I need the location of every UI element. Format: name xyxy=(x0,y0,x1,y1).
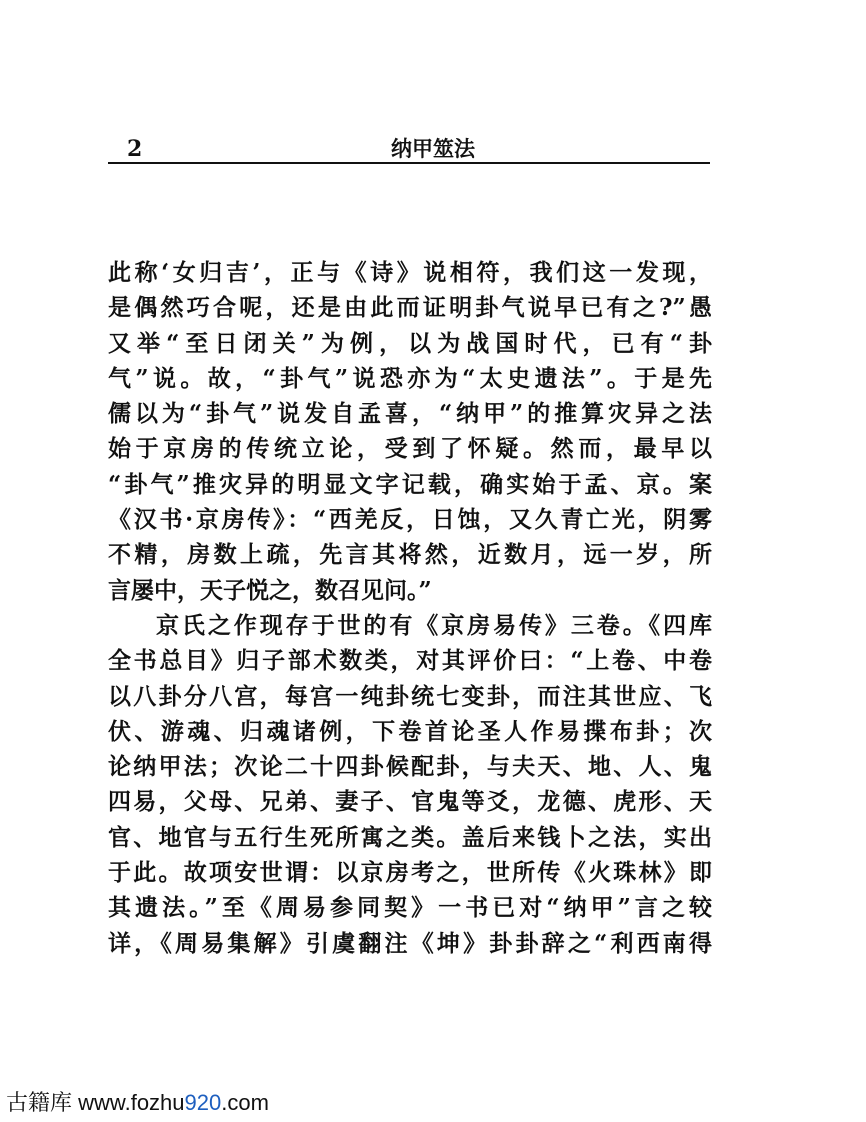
text-line: 《汉书·京房传》：“西羌反，日蚀，又久青亡光，阴雾 xyxy=(108,506,712,534)
text-line: 伏、游魂、归魂诸例，下卷首论圣人作易揲布卦；次 xyxy=(108,717,712,745)
text-line: “卦气”推灾异的明显文字记载，确实始于孟、京。案 xyxy=(108,470,712,498)
text-line: 于此。故项安世谓：以京房考之，世所传《火珠林》即 xyxy=(108,859,712,887)
text-line: 以八卦分八宫，每宫一纯卦统七变卦，而注其世应、飞 xyxy=(108,682,712,710)
text-line: 言屡中，天子悦之，数召见问。” xyxy=(108,576,432,604)
text-line: 详，《周易集解》引虞翻注《坤》卦卦辞之“利西南得 xyxy=(108,929,712,957)
text-line: 气”说。故，“卦气”说恐亦为“太史遗法”。于是先 xyxy=(108,364,712,392)
watermark xyxy=(6,1086,269,1117)
text-line: 此称‘女归吉’，正与《诗》说相符，我们这一发现， xyxy=(108,259,712,286)
page-number: 2 xyxy=(127,136,143,162)
body-text xyxy=(108,255,712,961)
text-line: 儒以为“卦气”说发自孟喜，“纳甲”的推算灾异之法 xyxy=(108,400,712,428)
text-line: 始于京房的传统立论，受到了怀疑。然而，最早以 xyxy=(108,435,712,463)
text-line: 不精，房数上疏，先言其将然，近数月，远一岁，所 xyxy=(108,541,712,569)
text-line: 京氏之作现存于世的有《京房易传》三卷。《四库 xyxy=(156,611,712,639)
text-line: 其遗法。”至《周易参同契》一书已对“纳甲”言之较 xyxy=(108,894,712,922)
text-line: 官、地官与五行生死所寓之类。盖后来钱卜之法，实出 xyxy=(108,823,712,851)
header-rule xyxy=(108,162,710,164)
text-line: 全书总目》归子部术数类，对其评价曰：“上卷、中卷 xyxy=(108,647,712,675)
running-head-title: 纳甲筮法 xyxy=(391,136,475,161)
text-line: 论纳甲法；次论二十四卦候配卦，与夫天、地、人、鬼 xyxy=(108,753,712,781)
text-line: 是偶然巧合呢，还是由此而证明卦气说早已有之?”愚 xyxy=(108,294,712,322)
text-line: 又举“至日闭关”为例，以为战国时代，已有“卦 xyxy=(108,329,712,357)
watermark-brand: 古籍库 xyxy=(6,1090,73,1115)
watermark-url: www.fozhu920.com xyxy=(78,1090,269,1115)
text-line: 四易，父母、兄弟、妻子、官鬼等爻，龙德、虎形、天 xyxy=(108,788,712,816)
